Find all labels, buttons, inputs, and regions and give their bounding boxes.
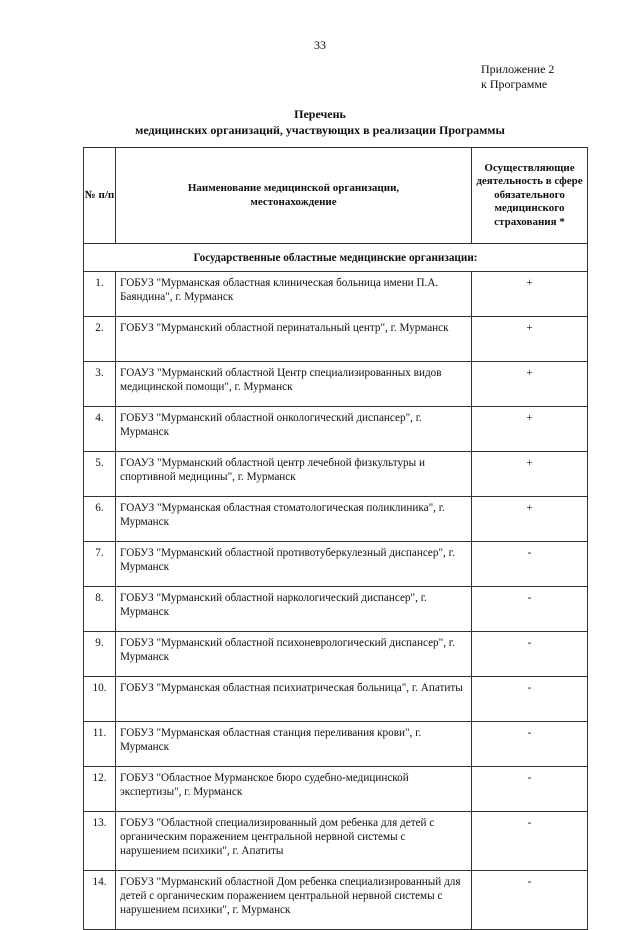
row-number: 11.: [84, 722, 116, 767]
organization-name: ГОБУЗ "Мурманский областной наркологический диспансер", г. Мурманск: [116, 587, 472, 632]
appendix-note: [481, 62, 554, 92]
section-title: Государственные областные медицинские организации:: [84, 244, 588, 272]
organization-name: ГОБУЗ "Мурманский областной психоневрологический диспансер", г. Мурманск: [116, 632, 472, 677]
organization-name: ГОБУЗ "Мурманская областная клиническая больница имени П.А. Баяндина", г. Мурманск: [116, 272, 472, 317]
table-row: [84, 677, 588, 722]
row-number: 4.: [84, 407, 116, 452]
table-row: [84, 767, 588, 812]
insurance-mark: +: [472, 497, 588, 542]
table-row: [84, 362, 588, 407]
document-title: [0, 106, 640, 138]
section-row: [84, 244, 588, 272]
insurance-mark: -: [472, 632, 588, 677]
table-row: [84, 497, 588, 542]
organizations-table: [83, 147, 588, 930]
table-row: [84, 542, 588, 587]
table-row: [84, 272, 588, 317]
insurance-mark: -: [472, 722, 588, 767]
insurance-mark: -: [472, 812, 588, 871]
organization-name: ГОАУЗ "Мурманский областной Центр специализированных видов медицинской помощи", г. Мурманск: [116, 362, 472, 407]
organization-name: ГОБУЗ "Областной специализированный дом ребенка для детей с органическим поражением центральной нервной системы с нарушением психики", г. Апатиты: [116, 812, 472, 871]
insurance-mark: -: [472, 542, 588, 587]
row-number: 10.: [84, 677, 116, 722]
organization-name: ГОБУЗ "Областное Мурманское бюро судебно-медицинской экспертизы", г. Мурманск: [116, 767, 472, 812]
table-row: [84, 632, 588, 677]
header-insurance: Осуществляющие деятельность в сфере обязательного медицинского страхования *: [472, 148, 588, 244]
appendix-line-2: к Программе: [481, 77, 548, 91]
row-number: 2.: [84, 317, 116, 362]
insurance-mark: -: [472, 587, 588, 632]
table-header-row: [84, 148, 588, 244]
row-number: 9.: [84, 632, 116, 677]
insurance-mark: -: [472, 767, 588, 812]
table-row: [84, 871, 588, 930]
organization-name: ГОБУЗ "Мурманский областной противотуберкулезный диспансер", г. Мурманск: [116, 542, 472, 587]
insurance-mark: -: [472, 677, 588, 722]
appendix-line-1: Приложение 2: [481, 62, 555, 76]
table-row: [84, 317, 588, 362]
insurance-mark: +: [472, 362, 588, 407]
organization-name: ГОБУЗ "Мурманская областная станция переливания крови", г. Мурманск: [116, 722, 472, 767]
table-row: [84, 812, 588, 871]
table-row: [84, 452, 588, 497]
title-line-2: медицинских организаций, участвующих в реализации Программы: [135, 123, 505, 137]
row-number: 3.: [84, 362, 116, 407]
row-number: 12.: [84, 767, 116, 812]
table-row: [84, 587, 588, 632]
table-row: [84, 722, 588, 767]
header-name: Наименование медицинской организации, местонахождение: [116, 148, 472, 244]
organization-name: ГОАУЗ "Мурманская областная стоматологическая поликлиника", г. Мурманск: [116, 497, 472, 542]
row-number: 13.: [84, 812, 116, 871]
insurance-mark: +: [472, 452, 588, 497]
organization-name: ГОБУЗ "Мурманский областной Дом ребенка специализированный для детей с органическим поражением центральной нервной системы с нарушением психики", г. Мурманск: [116, 871, 472, 930]
insurance-mark: -: [472, 871, 588, 930]
organization-name: ГОБУЗ "Мурманская областная психиатрическая больница", г. Апатиты: [116, 677, 472, 722]
row-number: 5.: [84, 452, 116, 497]
organization-name: ГОБУЗ "Мурманский областной онкологический диспансер", г. Мурманск: [116, 407, 472, 452]
title-line-1: Перечень: [294, 107, 346, 121]
organization-name: ГОАУЗ "Мурманский областной центр лечебной физкультуры и спортивной медицины", г. Мурманск: [116, 452, 472, 497]
table-row: [84, 407, 588, 452]
insurance-mark: +: [472, 317, 588, 362]
insurance-mark: +: [472, 272, 588, 317]
page-number: 33: [314, 38, 326, 52]
header-number: № п/п: [84, 148, 116, 244]
row-number: 6.: [84, 497, 116, 542]
row-number: 8.: [84, 587, 116, 632]
row-number: 14.: [84, 871, 116, 930]
row-number: 1.: [84, 272, 116, 317]
organization-name: ГОБУЗ "Мурманский областной перинатальный центр", г. Мурманск: [116, 317, 472, 362]
row-number: 7.: [84, 542, 116, 587]
insurance-mark: +: [472, 407, 588, 452]
